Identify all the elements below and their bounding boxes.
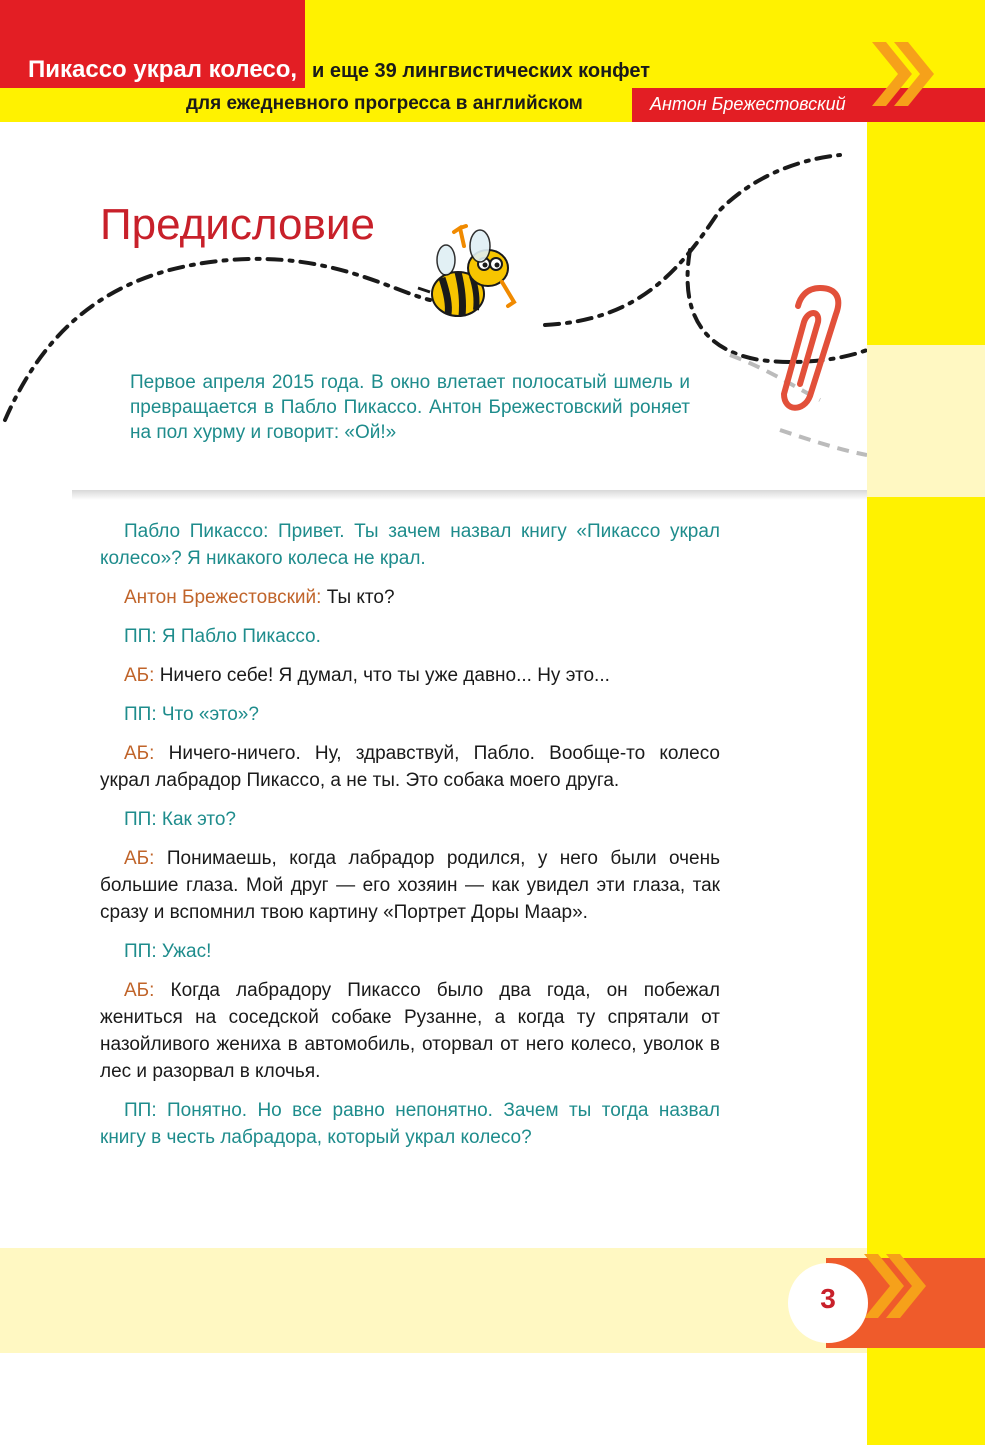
dialogue-line: [100, 845, 720, 926]
chevrons-icon: [860, 1250, 930, 1322]
right-margin-stripe: [867, 122, 985, 1445]
dialogue-line: [100, 1097, 720, 1151]
dialogue-text: Понятно. Но все равно непонятно. Зачем ты тогда назвал книгу в честь лабрадора, который украл колесо?: [100, 1100, 720, 1148]
dialogue-line: [100, 662, 720, 689]
book-subtitle-line2: для ежедневного прогресса в английском: [186, 93, 583, 114]
dialogue-line: [100, 623, 720, 650]
dialogue-text: Понимаешь, когда лабрадор родился, у него были очень большие глаза. Мой друг — его хозяин — как увидел эти глаза, так сразу и вспомнил твою картину «Портрет Доры Маар».: [100, 848, 720, 923]
book-author: Антон Брежестовский: [650, 94, 846, 114]
dialogue-line: [100, 701, 720, 728]
dialogue-text: Я Пабло Пикассо.: [156, 626, 321, 647]
intro-paragraph: Первое апреля 2015 года. В окно влетает полосатый шмель и превращается в Пабло Пикассо. Антон Брежестовский роняет на пол хурму и говорит: «Ой!»: [130, 372, 690, 443]
dialogue-line: [100, 806, 720, 833]
speaker-label: ПП:: [124, 809, 157, 830]
dialogue-line: [100, 518, 720, 572]
speaker-label: Пабло Пикассо:: [124, 521, 269, 542]
page-number: 3: [820, 1283, 836, 1314]
speaker-label: АБ:: [124, 743, 155, 764]
section-divider: [72, 490, 867, 500]
footer-band: [0, 1248, 867, 1353]
book-title: Пикассо украл колесо,: [28, 56, 298, 83]
dialogue-text: Ничего-ничего. Ну, здравствуй, Пабло. Вообще-то колесо украл лабрадор Пикассо, а не ты. Это собака моего друга.: [100, 743, 720, 791]
dialogue-line: [100, 584, 720, 611]
speaker-label: АБ:: [124, 665, 155, 686]
dialogue-text: Как это?: [156, 809, 236, 830]
speaker-label: ПП:: [124, 704, 157, 725]
section-heading: Предисловие: [100, 200, 375, 249]
paperclip-icon: [770, 278, 850, 418]
dialogue-text: Когда лабрадору Пикассо было два года, он побежал жениться на соседской собаке Рузанне, а когда ту спрятали от назойливого жениха в автомобиль, оторвал от него колесо, уволок в лес и разорвал в клочья.: [100, 980, 720, 1082]
dialogue-text: Ничего себе! Я думал, что ты уже давно... Ну это...: [154, 665, 610, 686]
dialogue: [100, 518, 720, 1163]
dialogue-text: Ужас!: [156, 941, 212, 962]
dialogue-line: [100, 938, 720, 965]
dialogue-text: Что «это»?: [156, 704, 259, 725]
speaker-label: ПП:: [124, 1100, 157, 1121]
speaker-label: Антон Брежестовский:: [124, 587, 322, 608]
right-margin-pale-block: [867, 345, 985, 497]
bee-icon: [410, 222, 520, 332]
dialogue-line: [100, 740, 720, 794]
chevrons-icon: [868, 38, 938, 110]
speaker-label: ПП:: [124, 626, 157, 647]
speaker-label: ПП:: [124, 941, 157, 962]
speaker-label: АБ:: [124, 848, 155, 869]
dialogue-text: Привет. Ты зачем назвал книгу «Пикассо украл колесо»? Я никакого колеса не крал.: [100, 521, 720, 569]
dialogue-line: [100, 977, 720, 1085]
book-subtitle-line1: и еще 39 лингвистических конфет: [312, 60, 651, 82]
dialogue-text: Ты кто?: [321, 587, 395, 608]
speaker-label: АБ:: [124, 980, 155, 1001]
